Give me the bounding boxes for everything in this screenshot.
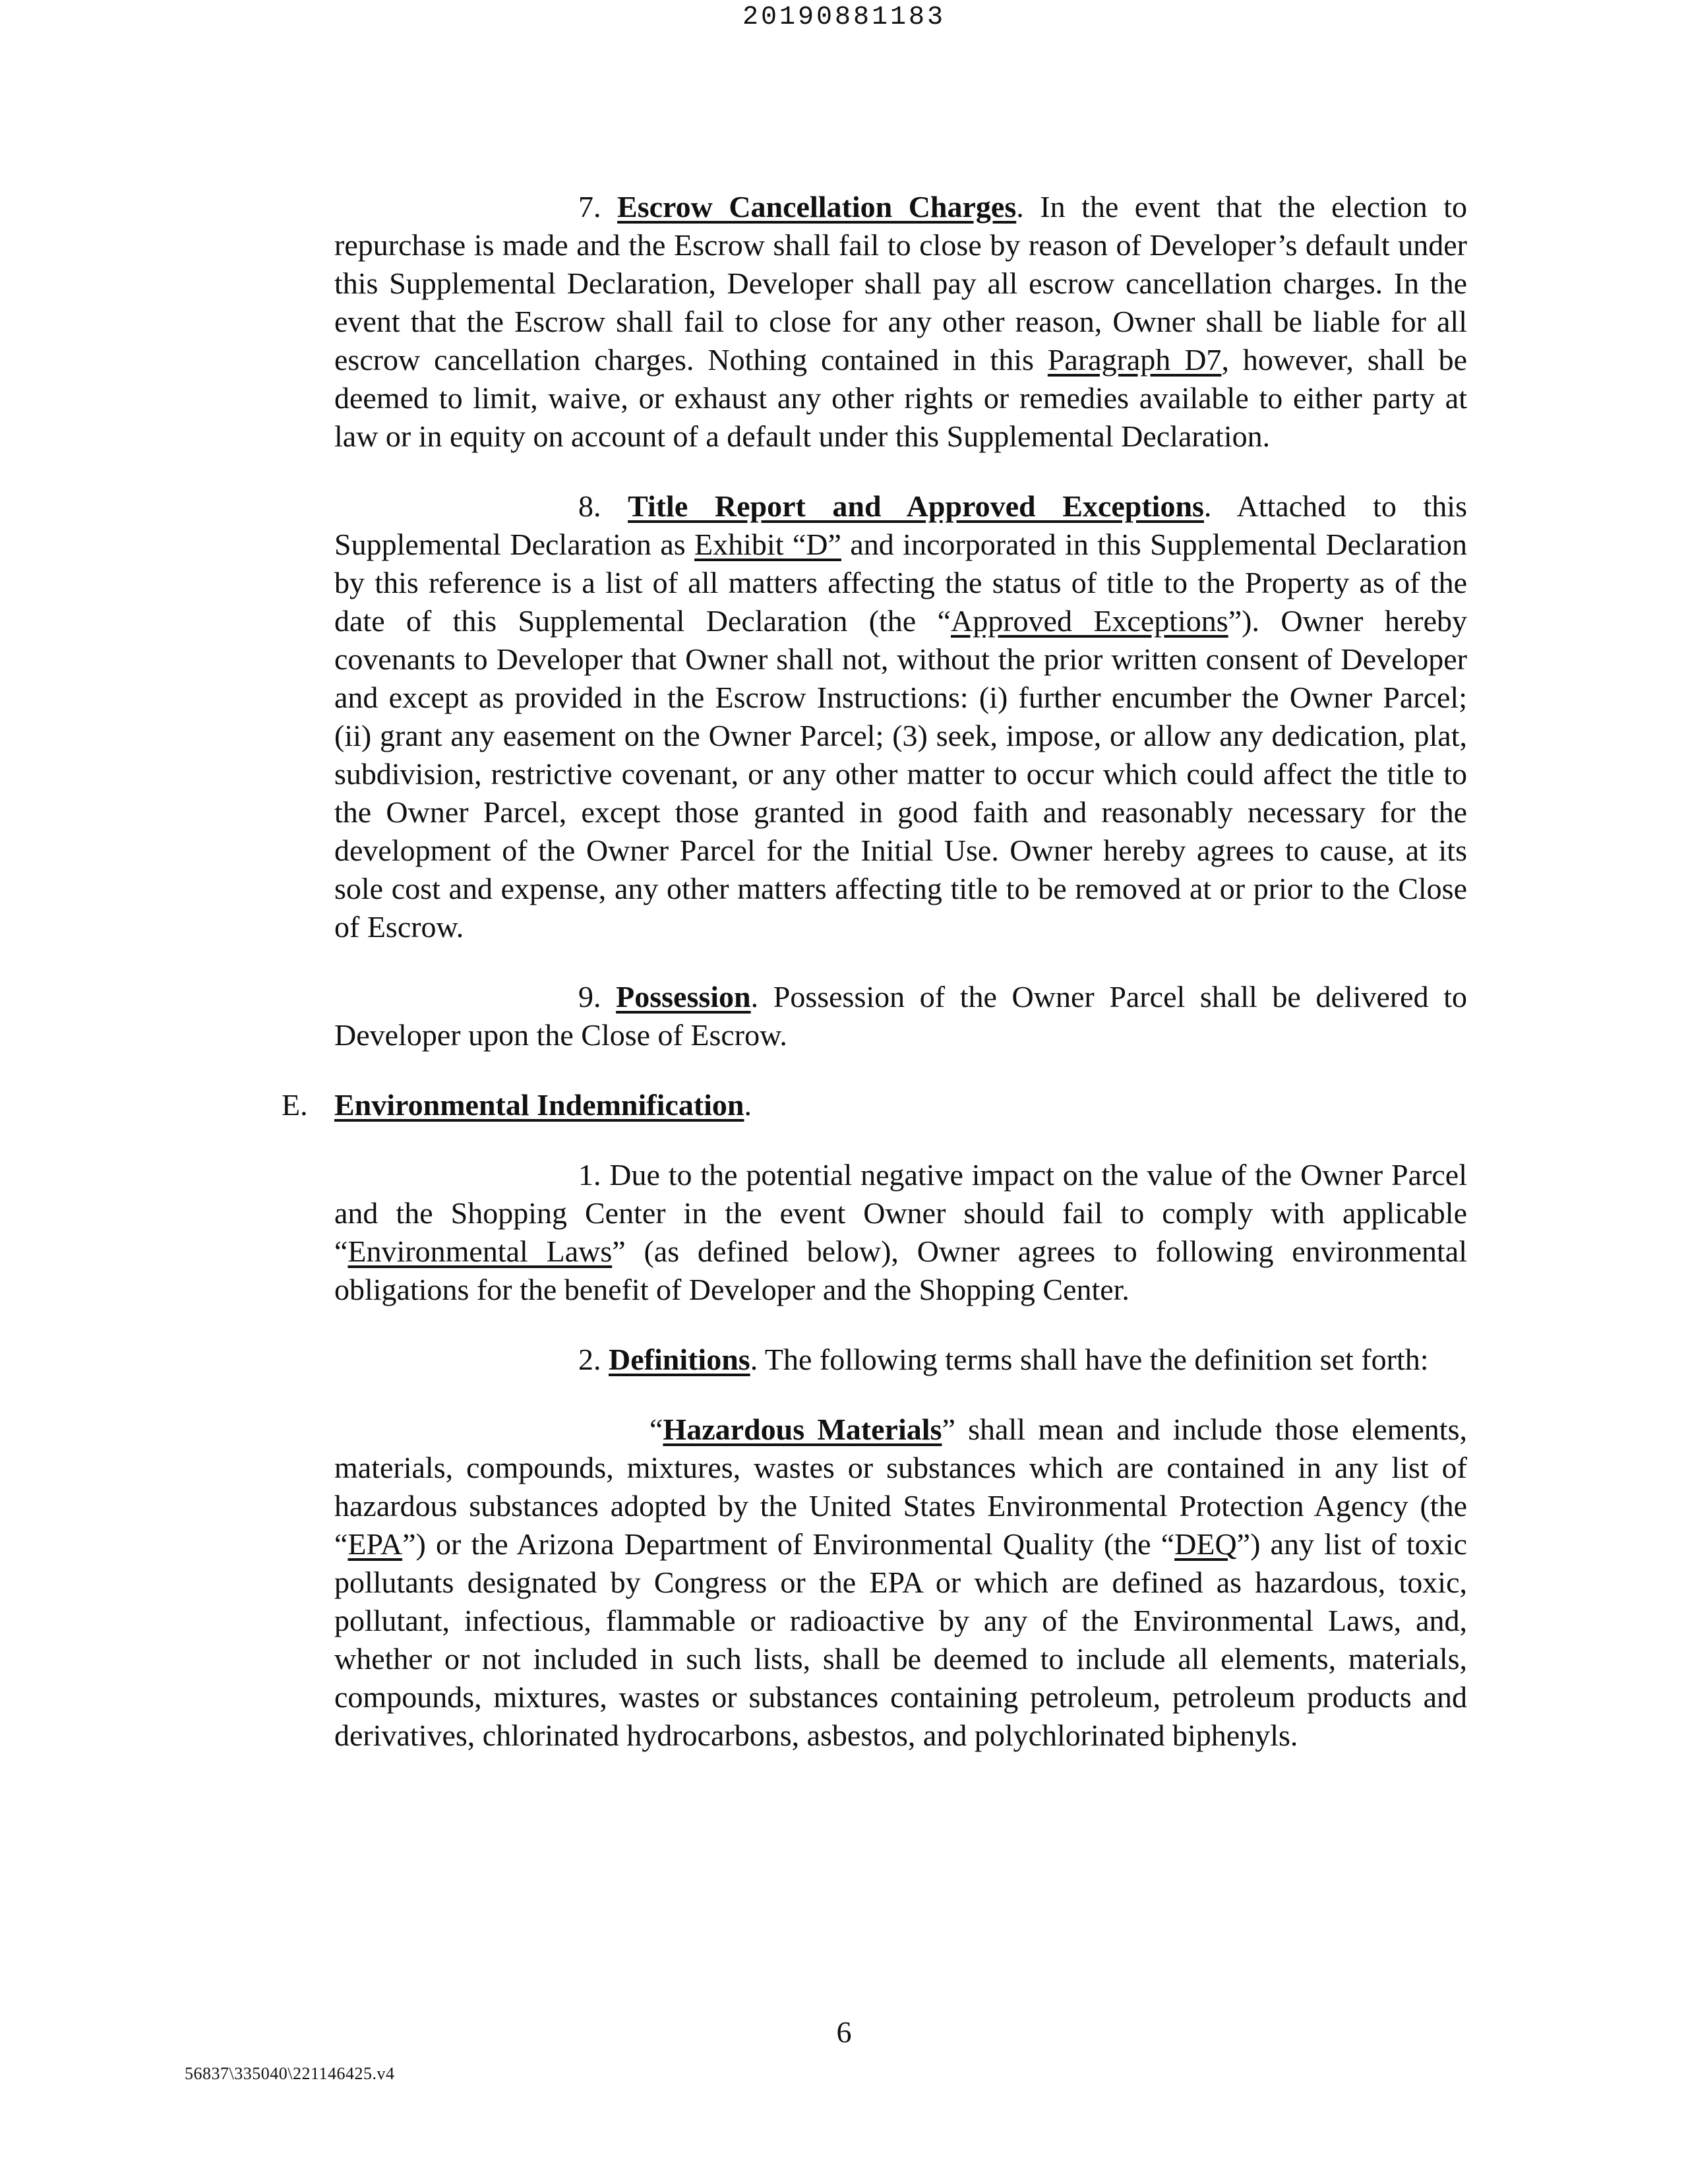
cross-reference: Paragraph D7 [1047,343,1222,377]
document-body [282,188,1468,1786]
paragraph-heading: Escrow Cancellation Charges [617,190,1017,224]
defined-term-heading: Hazardous Materials [663,1412,942,1446]
quote-mark: “ [649,1412,663,1446]
section-title-punct: . [744,1088,752,1122]
paragraph-text: . Possession of the Owner Parcel shall be delivered to Developer upon the Close of Escrow. [334,980,1468,1052]
defined-term: DEQ [1174,1527,1237,1561]
paragraph-number: 9. [578,980,601,1014]
paragraph-text: and incorporated in this Supplemental Declaration by this reference is a list of all matters affecting the status of title to the Property as of the date of this Supplemental Declaration (the “ [334,528,1467,638]
paragraph-text: ” (as defined below), Owner agrees to following environmental obligations for the benefit of Developer and the Shopping Center. [334,1234,1467,1306]
paragraph-text: ” shall mean and include those elements, materials, compounds, mixtures, wastes or substances which are contained in any list of hazardous substances adopted by the United States Environmental Protection Agency (the “ [334,1412,1467,1561]
paragraph-text: , however, shall be deemed to limit, waive, or exhaust any other rights or remedies available to either party at law or in equity on account of a default under this Supplemental Declaration. [334,343,1467,453]
section-title: Environmental Indemnification [334,1088,744,1122]
paragraph-number: 2. [578,1343,601,1376]
section-letter: E. [282,1088,308,1122]
definition-hazardous-materials [334,1410,1467,1755]
recording-number: 20190881183 [742,3,946,32]
defined-term: Environmental Laws [347,1234,613,1268]
paragraph-text: ”) or the Arizona Department of Environmental Quality (the “ [402,1527,1175,1561]
paragraph-d7 [334,188,1467,456]
paragraph-text: . In the event that the election to repurchase is made and the Escrow shall fail to close by reason of Developer’s default under this Supplemental Declaration, Developer shall pay all escrow cancellation charges. In the event that the Escrow shall fail to close for any other reason, Owner shall be liable for all escrow cancellation charges. Nothing contained in this [334,190,1467,377]
paragraph-heading: Title Report and Approved Exceptions [628,489,1204,523]
paragraph-e2 [334,1341,1467,1379]
paragraph-number: 1. [578,1158,601,1192]
paragraph-text: . Attached to this Supplemental Declaration as [334,489,1467,561]
defined-term: Approved Exceptions [951,604,1228,638]
paragraph-number: 8. [578,489,601,523]
paragraph-heading: Definitions [609,1343,750,1376]
exhibit-reference: Exhibit “D” [694,528,841,561]
paragraph-text: ”) any list of toxic pollutants designated by Congress or the EPA or which are defined as hazardous, toxic, pollutant, infectious, flammable or radioactive by any of the Environmental Laws, and, whether or not included in such lists, shall be deemed to include all elements, materials, compounds, mixtures, wastes or substances containing petroleum, petroleum products and derivatives, chlorinated hydrocarbons, asbestos, and polychlorinated biphenyls. [334,1527,1467,1752]
paragraph-d9 [334,978,1467,1054]
paragraph-e1 [334,1156,1467,1309]
paragraph-text: Due to the potential negative impact on the value of the Owner Parcel and the Shopping Center in the event Owner should fail to comply with applicable “ [334,1158,1467,1268]
defined-term: EPA [347,1527,403,1561]
page-number: 6 [836,2015,852,2049]
document-id: 56837\335040\221146425.v4 [185,2064,395,2083]
section-e-heading [282,1086,1467,1124]
paragraph-text: . The following terms shall have the definition set forth: [750,1343,1429,1376]
paragraph-number: 7. [578,190,601,224]
paragraph-heading: Possession [616,980,751,1014]
paragraph-d8 [334,487,1467,946]
paragraph-text: ”). Owner hereby covenants to Developer that Owner shall not, without the prior written consent of Developer and except as provided in the Escrow Instructions: (i) further encumber the Owner Parcel; (ii) grant any easement on the Owner Parcel; (3) seek, impose, or allow any dedication, plat, subdivision, restrictive covenant, or any other matter to occur which could affect the title to the Owner Parcel, except those granted in good faith and reasonably necessary for the development of the Owner Parcel for the Initial Use. Owner hereby agrees to cause, at its sole cost and expense, any other matters affecting title to be removed at or prior to the Close of Escrow. [334,604,1467,944]
